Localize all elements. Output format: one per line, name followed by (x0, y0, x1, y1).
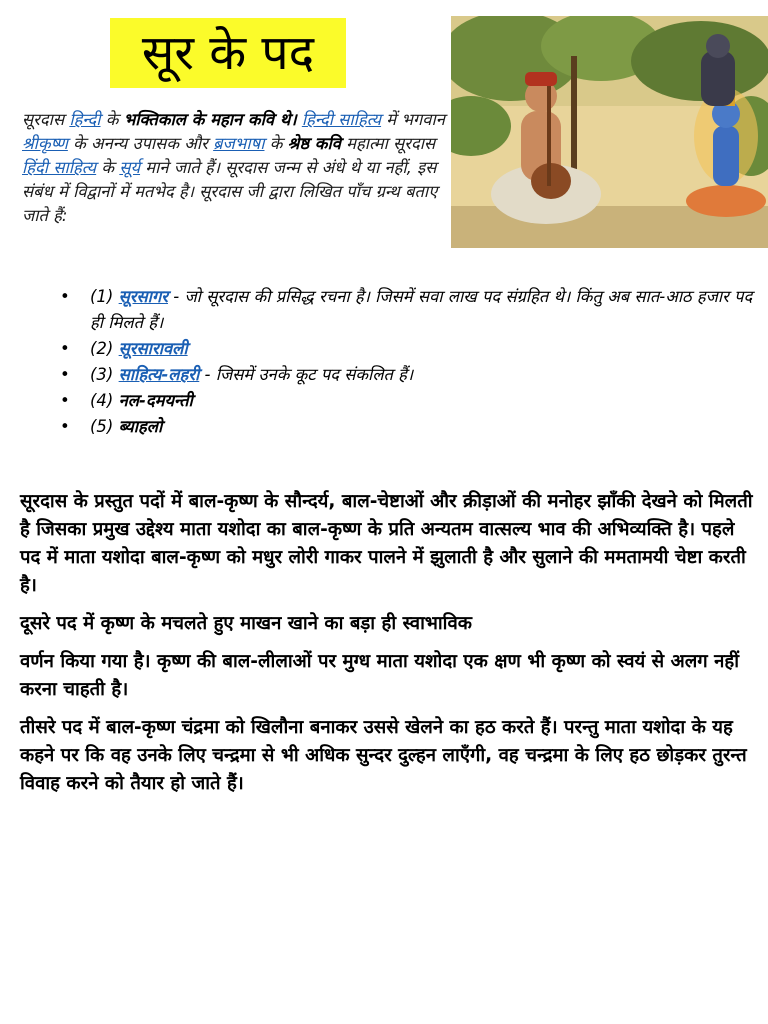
link-brajbhasha[interactable]: ब्रजभाषा (213, 134, 265, 153)
intro-text: के अनन्य उपासक और (67, 134, 214, 153)
link-hindi-sahitya[interactable]: हिन्दी साहित्य (301, 110, 382, 129)
list-item: • (1) सूरसागर - जो सूरदास की प्रसिद्ध रचना है। जिसमें सवा लाख पद संग्रहित थे। किंतु अब सात-आठ हजार पद ही मिलते हैं। (60, 284, 760, 336)
link-hindi[interactable]: हिन्दी (69, 110, 101, 129)
main-text (20, 488, 760, 808)
paragraph: दूसरे पद में कृष्ण के मचलते हुए माखन खाने का बड़ा ही स्वाभाविक (20, 613, 472, 634)
intro-paragraph (22, 108, 452, 228)
list-item: • (5) ब्याहलो (60, 414, 760, 440)
intro-text: के (264, 134, 288, 153)
link-hindi-sahitya-2[interactable]: हिंदी साहित्य (22, 158, 97, 177)
paragraph: वर्णन किया गया है। कृष्ण की बाल-लीलाओं पर मुग्ध माता यशोदा एक क्षण भी कृष्ण को स्वयं से अलग नहीं करना चाहती है। (20, 651, 740, 700)
intro-text: में भगवान (381, 110, 445, 129)
link-shrikrishna[interactable]: श्रीकृष्ण (22, 134, 68, 153)
list-item: • (2) सूरसारावली (60, 336, 760, 362)
page-title: सूर के पद (110, 18, 346, 88)
surdas-krishna-painting (451, 16, 768, 248)
intro-text: के (96, 158, 120, 177)
list-item: • (4) नल-दमयन्ती (60, 388, 760, 414)
link-surya[interactable]: सूर्य (119, 158, 141, 177)
list-item: • (3) साहित्य-लहरी - जिसमें उनके कूट पद संकलित हैं। (60, 362, 760, 388)
paragraph: सूरदास के प्रस्तुत पदों में बाल-कृष्ण के सौन्दर्य, बाल-चेष्टाओं और क्रीड़ाओं की मनोहर झाँकी देखने को मिलती है जिसका प्रमुख उद्देश्य माता यशोदा का बाल-कृष्ण के प्रति अन्यतम वात्सल्य भाव की अभिव्यक्ति है। पहले पद में माता यशोदा बाल-कृष्ण को मधुर लोरी गाकर पालने में झुलाती है और सुलाने की ममतामयी चेष्टा करती है। (20, 491, 753, 596)
intro-text: माने जाते हैं। सूरदास जन्म से अंधे थे या नहीं, इस संबंध में विद्वानों में मतभेद है। सूरदास जी द्वारा लिखित पाँच ग्रन्थ बताए जाते हैं: (22, 158, 438, 225)
intro-bold: भक्तिकाल के महान कवि थे। (123, 110, 297, 129)
books-list (60, 284, 760, 440)
link-sursaravali[interactable]: सूरसारावली (118, 339, 188, 358)
intro-text: के (100, 110, 124, 129)
intro-bold: श्रेष्ठ कवि (287, 134, 341, 153)
paragraph: तीसरे पद में बाल-कृष्ण चंद्रमा को खिलौना बनाकर उससे खेलने का हठ करते हैं। परन्तु माता यशोदा के यह कहने पर कि वह उनके लिए चन्द्रमा से भी अधिक सुन्दर दुल्हन लाएँगी, वह चन्द्रमा के लिए हठ छोड़कर तुरन्त विवाह करने को तैयार हो जाते हैं। (20, 717, 747, 794)
intro-text: सूरदास (22, 110, 70, 129)
link-sursagar[interactable]: सूरसागर (118, 287, 168, 306)
intro-text: महात्मा सूरदास (340, 134, 436, 153)
link-sahitya-lahari[interactable]: साहित्य-लहरी (118, 365, 200, 384)
